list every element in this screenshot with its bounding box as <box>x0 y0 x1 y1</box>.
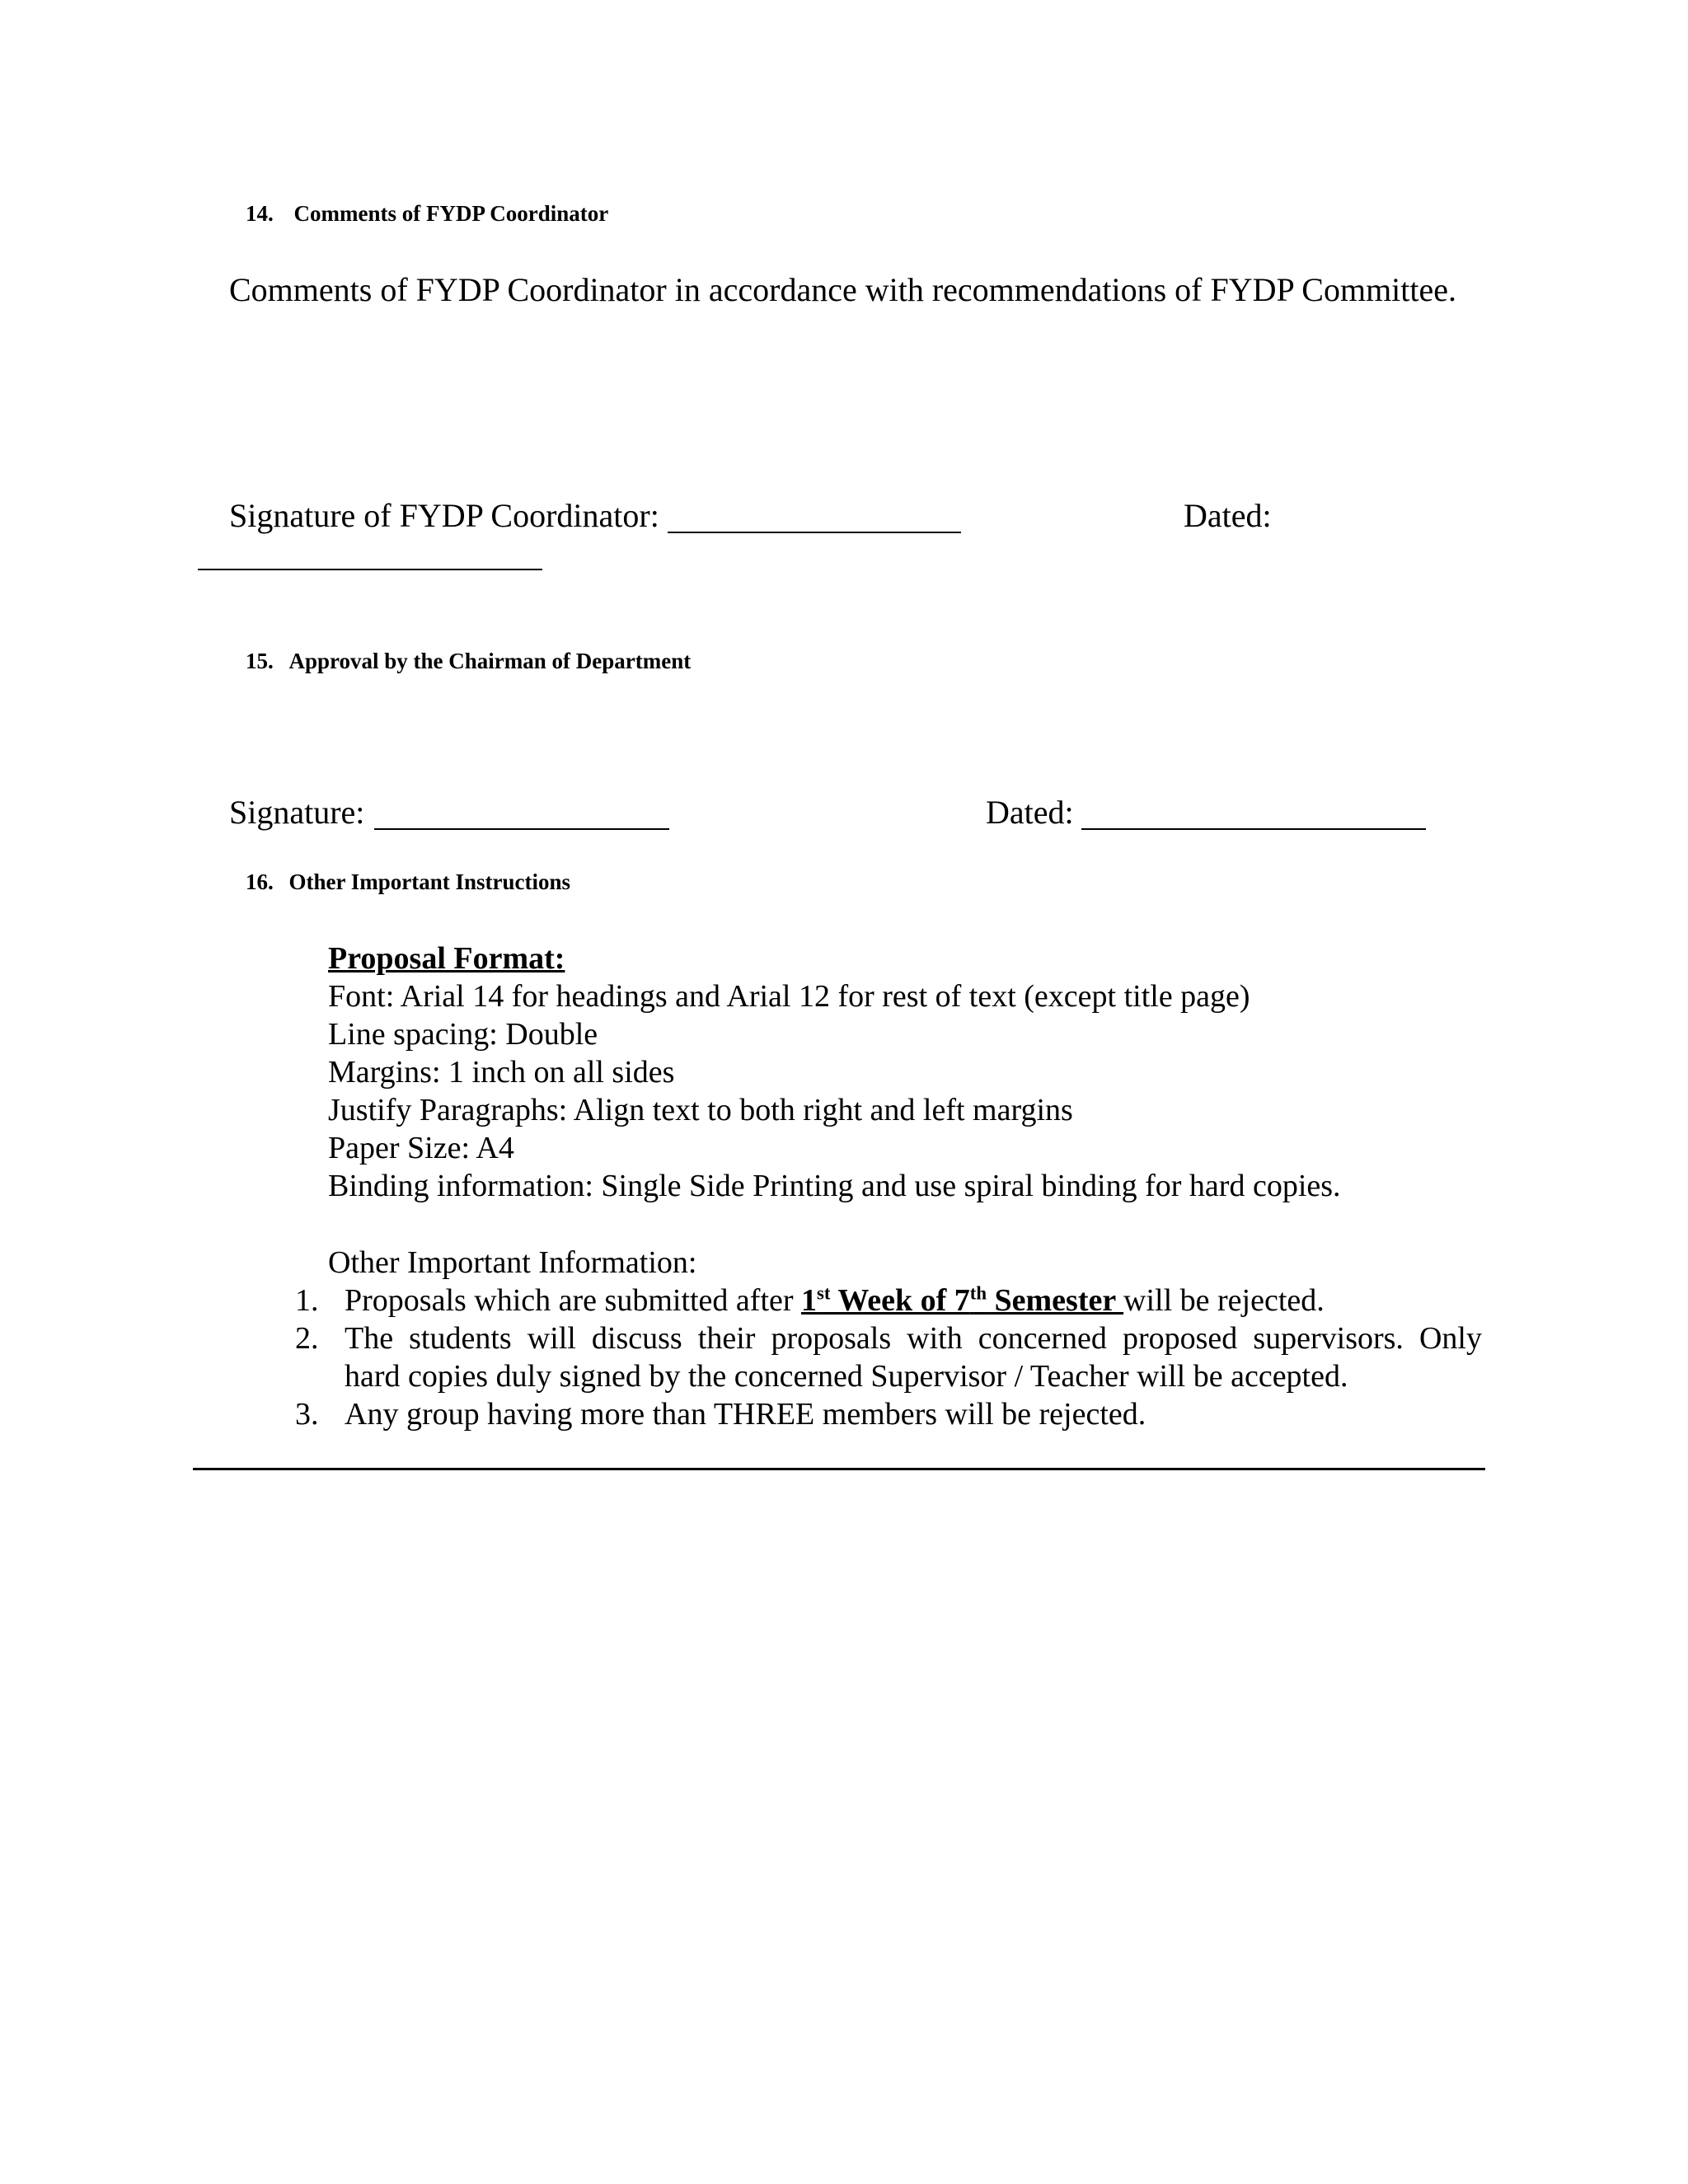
list-item-number: 1. <box>295 1283 319 1318</box>
section-16-number: 16. <box>246 869 274 894</box>
proposal-format-line: Justify Paragraphs: Align text to both right and left margins <box>328 1093 1073 1127</box>
deadline-semester-text: Semester <box>987 1283 1124 1318</box>
proposal-format-line: Binding information: Single Side Printing and use spiral binding for hard copies. <box>328 1169 1341 1203</box>
section-14-heading <box>246 200 608 227</box>
chairman-signature-line[interactable] <box>374 828 669 830</box>
section-15-title: Approval by the Chairman of Department <box>288 649 692 673</box>
coordinator-signature-label: Signature of FYDP Coordinator: <box>229 497 659 534</box>
list-item <box>345 1282 1325 1319</box>
list-item-number: 2. <box>295 1321 319 1356</box>
list-item-number: 3. <box>295 1397 319 1432</box>
bottom-divider <box>193 1468 1485 1470</box>
section-15-number: 15. <box>246 649 274 673</box>
section-15-heading <box>246 648 691 674</box>
list-item-text: Proposals which are submitted after <box>345 1283 802 1318</box>
list-item-line: The students will discuss their proposals with concerned proposed supervisors. Only <box>345 1321 1482 1356</box>
proposal-format-heading: Proposal Format: <box>328 941 565 976</box>
chairman-dated-label: Dated: <box>986 794 1074 831</box>
proposal-format-block <box>328 940 1341 1205</box>
list-item-line: hard copies duly signed by the concerned Supervisor / Teacher will be accepted. <box>345 1359 1348 1394</box>
coordinator-dated-line[interactable] <box>198 569 542 570</box>
deadline-semester-suffix: th <box>969 1282 987 1304</box>
chairman-dated-line[interactable] <box>1081 828 1426 830</box>
list-item-text: Any group having more than THREE members will be rejected. <box>345 1397 1146 1432</box>
proposal-format-line: Paper Size: A4 <box>328 1131 514 1165</box>
section-14-title: Comments of FYDP Coordinator <box>293 201 609 226</box>
coordinator-dated-label: Dated: <box>1184 497 1272 534</box>
proposal-format-line: Margins: 1 inch on all sides <box>328 1055 675 1090</box>
section-14-number: 14. <box>246 201 274 226</box>
proposal-format-line: Line spacing: Double <box>328 1017 598 1052</box>
proposal-format-line: Font: Arial 14 for headings and Arial 12 for rest of text (except title page) <box>328 979 1250 1014</box>
deadline-week-number: 1 <box>801 1283 818 1318</box>
deadline-emphasis <box>801 1283 1123 1318</box>
section-16-title: Other Important Instructions <box>288 869 571 894</box>
deadline-week-text: Week of 7 <box>830 1283 970 1318</box>
coordinator-comment-text: Comments of FYDP Coordinator in accordance with recommendations of FYDP Committee. <box>229 271 1457 308</box>
deadline-week-suffix: st <box>817 1282 831 1304</box>
coordinator-signature-line[interactable] <box>668 532 961 533</box>
other-info-heading: Other Important Information: <box>328 1245 697 1280</box>
section-16-heading <box>246 869 570 895</box>
chairman-signature-label: Signature: <box>229 794 365 831</box>
list-item-text: will be rejected. <box>1123 1283 1325 1318</box>
